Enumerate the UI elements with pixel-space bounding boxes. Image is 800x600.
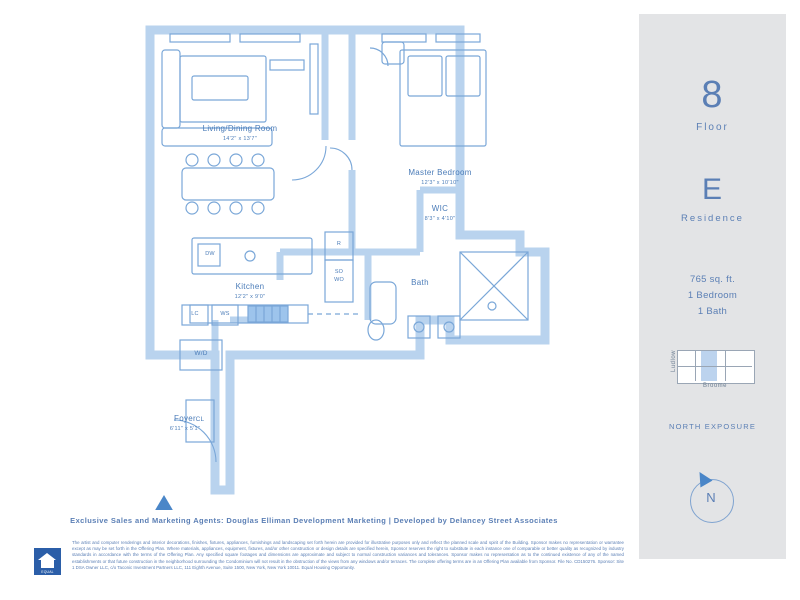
exposure-label: NORTH EXPOSURE <box>668 422 757 431</box>
equal-housing-opportunity-icon <box>34 548 62 586</box>
key-map-street-left: Ludlow <box>671 350 677 373</box>
floor-plan-drawing <box>120 20 620 510</box>
label-dishwasher: DW <box>205 251 215 257</box>
key-map-line-vertical-1 <box>695 351 696 381</box>
floor-plan-svg <box>120 20 620 510</box>
room-label-wic: WIC 8'3" x 4'10" <box>424 204 456 222</box>
residence-specs <box>639 272 786 320</box>
key-map <box>667 350 759 390</box>
residence-letter: E <box>701 173 723 206</box>
spec-bedrooms: 1 Bedroom <box>687 290 738 301</box>
residence-label: Residence <box>681 213 744 224</box>
compass-north-letter: N <box>706 490 716 505</box>
spec-baths: 1 Bath <box>697 306 728 317</box>
room-label-bath: Bath <box>411 278 429 287</box>
label-washer-sink: WS <box>220 311 230 317</box>
label-refrigerator: R <box>336 241 342 247</box>
eho-house-body <box>41 560 54 568</box>
label-oven-wall-oven: SO WO <box>334 269 344 283</box>
entry-arrow <box>154 495 174 510</box>
key-map-line-horizontal <box>678 366 752 367</box>
residence-info-panel <box>639 14 786 559</box>
spec-area: 765 sq. ft. <box>689 274 736 285</box>
label-linen-closet: LC <box>191 311 199 317</box>
key-map-street-bottom: Broome <box>702 383 727 389</box>
legal-disclaimer: The artist and computer renderings and interior decorations, finishes, fixtures, appliances, furnishings and landscaping set forth herein are provided for illustrative purposes only and reflect the planned scale and spirit of the Building. Sponsor makes no representation or warrantee except as may be set forth in the Offering Plan. Where materials, appliances, equipment, fixtures, and/or other construction or design details are specified herein, Sponsor reserves the right to substitute in each instance one of comparable or better quality as recognized by industry standards in accordance with the terms of the Offering Plan. Any specified square footages and dimensions are approximate and subject to normal construction variances and tolerances. Sponsor makes no representation as to the continued existence of any of the named establishments or that future construction in the neighborhood surrounding the Condominium will not result in the obstruction of the views from any windows and/or terraces. The complete offering terms are in an Offering Plan available from Sponsor. File No. CD150276. Sponsor: Site 1 DSA Owner LLC, c/o Taconic Investment Partners LLC, 111 Eighth Avenue, Suite 1500, New York, New York 10011. Equal Housing Opportunity. <box>72 540 624 570</box>
room-label-foyer: Foyer 6'11" x 5'1" <box>169 414 201 432</box>
room-label-kitchen: Kitchen 12'2" x 9'0" <box>234 282 266 300</box>
floor-label: Floor <box>696 122 729 133</box>
label-washer-dryer: W/D <box>194 350 208 357</box>
eho-caption: EQUAL HOUSING OPPORTUNITY <box>34 570 61 586</box>
label-closet: CL <box>195 416 205 423</box>
floor-number: 8 <box>701 74 724 116</box>
key-map-line-vertical-2 <box>725 351 726 381</box>
marketing-credit: Exclusive Sales and Marketing Agents: Douglas Elliman Development Marketing | Developed by Delancey Street Associates <box>70 516 558 525</box>
eho-roof-shape <box>38 553 56 560</box>
room-label-living-dining: Living/Dining Room 14'2" x 13'7" <box>202 124 278 142</box>
room-label-master-bedroom: Master Bedroom 12'3" x 10'10" <box>408 168 472 186</box>
compass-rose <box>690 479 734 523</box>
